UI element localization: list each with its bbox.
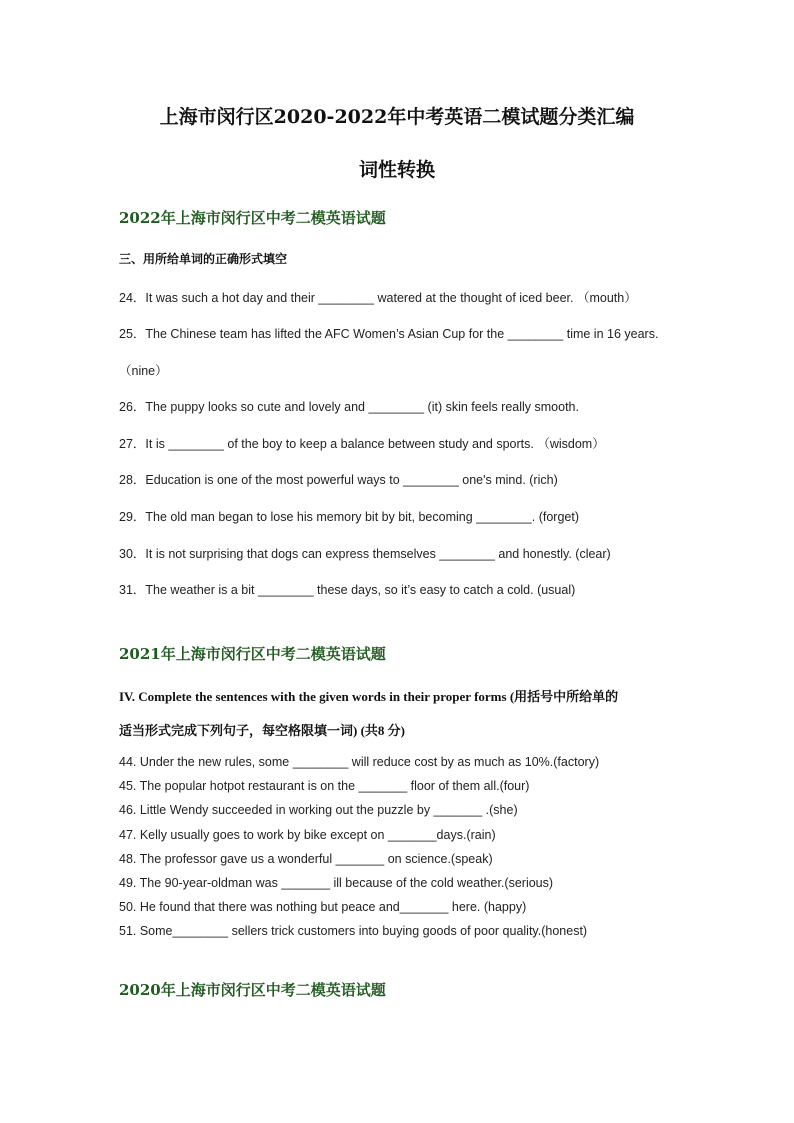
question-item: 30．It is not surprising that dogs can express themselves ________ and honestly. (clear) [119, 547, 611, 561]
section-heading-2022: 2022年上海市闵行区中考二模英语试题 [119, 209, 386, 227]
question-item: 51. Some________ sellers trick customers into buying goods of poor quality.(honest) [119, 924, 588, 938]
question-item: 28．Education is one of the most powerful ways to ________ one's mind. (rich) [119, 473, 558, 487]
question-item: 29．The old man began to lose his memory bit by bit, becoming ________. (forget) [119, 510, 579, 524]
question-item: 25．The Chinese team has lifted the AFC Women’s Asian Cup for the ________ time in 16 years. [119, 327, 659, 341]
document-title: 上海市闵行区2020-2022年中考英语二模试题分类汇编 [159, 106, 635, 128]
question-item: 45. The popular hotpot restaurant is on the _______ floor of them all.(four) [119, 779, 530, 793]
question-item-continuation: （nine） [119, 364, 168, 378]
question-item: 31．The weather is a bit ________ these days, so it’s easy to catch a cold. (usual) [119, 583, 576, 597]
section-heading-2021: 2021年上海市闵行区中考二模英语试题 [119, 645, 386, 663]
section-heading-2020: 2020年上海市闵行区中考二模英语试题 [119, 981, 386, 999]
question-item: 26．The puppy looks so cute and lovely and ________ (it) skin feels really smooth. [119, 400, 579, 414]
question-item: 44. Under the new rules, some ________ will reduce cost by as much as 10%.(factory) [119, 755, 600, 769]
question-item: 46. Little Wendy succeeded in working out the puzzle by _______ .(she) [119, 803, 518, 817]
question-item: 50. He found that there was nothing but peace and_______ here. (happy) [119, 900, 527, 914]
question-item: 47. Kelly usually goes to work by bike except on _______days.(rain) [119, 828, 496, 842]
question-item: 49. The 90-year-oldman was _______ ill because of the cold weather.(serious) [119, 876, 554, 890]
section-instruction-2021: IV. Complete the sentences with the given words in their proper forms (用括号中所给单的 [119, 689, 619, 704]
question-item: 27．It is ________ of the boy to keep a balance between study and sports. （wisdom） [119, 437, 605, 451]
question-item: 24．It was such a hot day and their ________ watered at the thought of iced beer. （mouth） [119, 291, 637, 305]
section-instruction-2022: 三、用所给单词的正确形式填空 [119, 252, 288, 266]
question-item: 48. The professor gave us a wonderful _______ on science.(speak) [119, 852, 493, 866]
document-subtitle: 词性转换 [358, 159, 435, 181]
section-instruction-2021-cont: 适当形式完成下列句子，每空格限填一词) (共8 分) [119, 723, 405, 738]
